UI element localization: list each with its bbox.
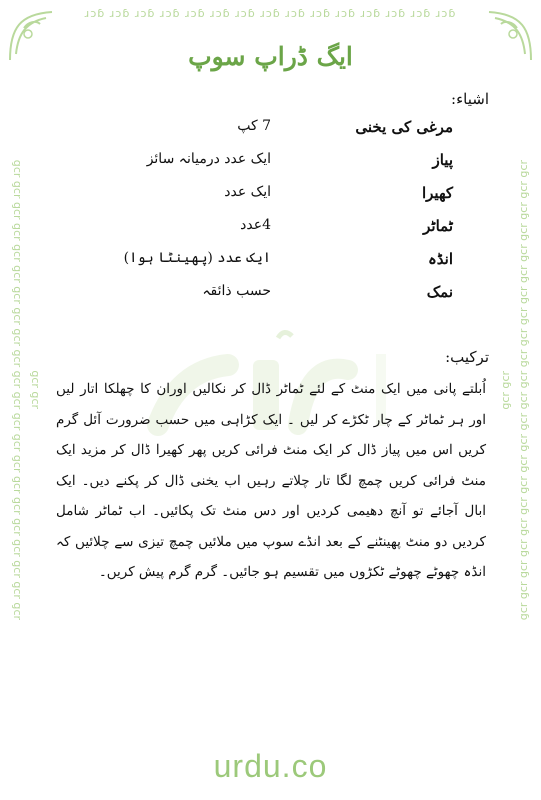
ingredient-row	[0, 184, 541, 208]
method-heading: ترکیب:	[445, 348, 489, 366]
border-left-pattern: ɹɔɓ ɹɔɓ ɹɔɓ ɹɔɓ ɹɔɓ ɹɔɓ ɹɔɓ ɹɔɓ ɹɔɓ ɹɔɓ ɹɔɓ ɹɔɓ ɹɔɓ ɹɔɓ ɹɔɓ ɹɔɓ ɹɔɓ ɹɔɓ ɹɔɓ ɹɔɓ ɹɔɓ ɹɔɓ ɹɔɓ ɹɔɓ	[10, 159, 41, 621]
ingredient-name: ٹماٹر	[423, 217, 453, 235]
ingredient-row	[0, 283, 541, 307]
ingredient-name: پیاز	[432, 151, 453, 169]
ingredients-heading: اشیاء:	[451, 90, 489, 108]
border-top-pattern: ɹɔɓ ɹɔɓ ɹɔɓ ɹɔɓ ɹɔɓ ɹɔɓ ɹɔɓ ɹɔɓ ɹɔɓ ɹɔɓ ɹɔɓ ɹɔɓ ɹɔɓ ɹɔɓ ɹɔɓ	[84, 7, 457, 20]
ingredient-quantity: 7 کپ	[237, 118, 271, 134]
ingredient-quantity: حسب ذائقہ	[202, 283, 271, 299]
ingredient-quantity: ایک عدد	[224, 184, 271, 200]
ingredient-row	[0, 217, 541, 241]
ingredient-name: مرغی کی یخنی	[355, 118, 453, 136]
ingredient-quantity: 4عدد	[240, 217, 271, 233]
ingredient-row	[0, 151, 541, 175]
method-paragraph: اُبلتے پانی میں ایک منٹ کے لئے ٹماٹر ڈال کر نکالیں اوران کا چھلکا اتار لیں اور ہر ٹماٹر کے چار ٹکڑے کر لیں ۔ ایک کڑاہی میں حسب ضرورت آئل گرم کریں اس میں پیاز ڈال کر ایک منٹ فرائی کریں پھر کھیرا ڈال کر مزید ایک منٹ فرائی کریں چمچ لگا تار چلاتے رہیں اب یخنی ڈال کر پکنے دیں۔ ایک ابال آجائے تو آنچ دھیمی کردیں اور دس منٹ تک پکائیں۔ اب ٹماٹر شامل کردیں دو منٹ پھینٹنے کے بعد انڈے سوپ میں ملائیں چمچ تیزی سے چلائیں کہ انڈہ چھوٹے چھوٹے ٹکڑوں میں تقسیم ہو جائیں۔ گرم گرم پیش کریں۔	[56, 381, 486, 580]
ingredient-name: کھیرا	[421, 184, 453, 202]
ingredient-quantity: ایک عدد درمیانہ سائز	[146, 151, 271, 167]
ingredient-row	[0, 250, 541, 274]
ingredient-name: انڈہ	[427, 250, 453, 268]
ingredient-row	[0, 118, 541, 142]
border-right-pattern: ɹɔɓ ɹɔɓ ɹɔɓ ɹɔɓ ɹɔɓ ɹɔɓ ɹɔɓ ɹɔɓ ɹɔɓ ɹɔɓ ɹɔɓ ɹɔɓ ɹɔɓ ɹɔɓ ɹɔɓ ɹɔɓ ɹɔɓ ɹɔɓ ɹɔɓ ɹɔɓ ɹɔɓ ɹɔɓ ɹɔɓ ɹɔɓ	[500, 159, 531, 621]
recipe-title: ایگ ڈراپ سوپ	[188, 42, 353, 71]
ingredient-quantity: ایک عدد (پھینٹا ہوا)	[123, 250, 271, 266]
ingredient-name: نمک	[426, 283, 453, 301]
site-logo-text: urdu.co	[213, 748, 328, 784]
